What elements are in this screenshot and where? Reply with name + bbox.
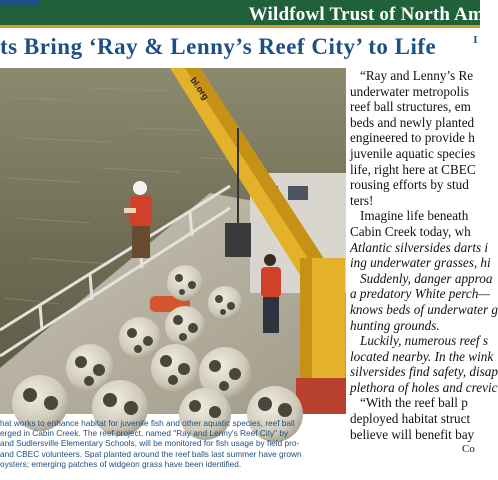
article-line: juvenile aquatic species <box>350 145 476 161</box>
article-headline <box>0 34 480 64</box>
article-line-italic: knows beds of underwater g <box>350 301 498 317</box>
reef-ball-photo <box>0 68 346 414</box>
article-line: believe will benefit bay <box>350 426 475 442</box>
article-line: ters! <box>350 192 374 208</box>
newsletter-title: Wildfowl Trust of North Am <box>248 4 484 25</box>
crane-boom-label: bl.org <box>188 75 211 102</box>
newsletter-header-band <box>0 0 484 28</box>
article-line: reef ball structures, em <box>350 99 471 115</box>
article-line: “With the reef ball p <box>360 395 468 411</box>
caption-line: erged in Cabin Creek. The reef project, named "Ray and Lenny's Reef City" by <box>0 428 289 439</box>
article-line-italic: located nearby. In the wink <box>350 348 494 364</box>
photo-caption <box>0 418 346 480</box>
article-line: “Ray and Lenny’s Re <box>360 68 474 83</box>
article-line-italic: ing underwater grasses, hi <box>350 255 491 271</box>
article-line: underwater metropolis <box>350 83 470 99</box>
article-line-italic: Atlantic silversides darts i <box>350 239 489 255</box>
article-line-italic: Suddenly, danger approa <box>360 270 493 286</box>
reef-ball-photo-illustration <box>0 68 346 414</box>
article-line-italic: hunting grounds. <box>350 317 440 333</box>
header-corner-accent <box>0 0 40 6</box>
article-line: Imagine life beneath <box>360 208 469 224</box>
article-line: engineered to provide h <box>350 130 475 146</box>
article-body-column <box>350 68 498 480</box>
article-line: deployed habitat struct <box>350 411 471 427</box>
caption-line: and Sudlersville Elementary Schools, will be monitored for fish usage by field pro- <box>0 438 300 449</box>
article-line: rousing efforts by stud <box>350 177 469 193</box>
article-line-italic: plethora of holes and crevic <box>350 379 498 395</box>
article-line: beds and newly planted <box>350 114 475 130</box>
article-headline-text: ts Bring ‘Ray & Lenny’s Reef City’ to Life <box>0 34 437 59</box>
caption-line: oysters; emerging patches of widgeon grass have been identified. <box>0 458 242 469</box>
continued-marker: Co <box>462 443 475 456</box>
caption-line: and CBEC volunteers. Spat planted around the reef balls last summer have grown <box>0 448 302 459</box>
caption-line: hat works to enhance habitat for juvenile fish and other aquatic species, reef ball <box>0 418 295 428</box>
article-line: Cabin Creek today, wh <box>350 223 471 239</box>
article-line-italic: Luckily, numerous reef s <box>360 333 488 349</box>
article-line-italic: a predatory White perch— <box>350 286 491 302</box>
article-line-italic: silversides find safety, disap <box>350 364 498 380</box>
article-line: life, right here at CBEC <box>350 161 476 177</box>
headline-side-fragment: I <box>473 34 478 46</box>
